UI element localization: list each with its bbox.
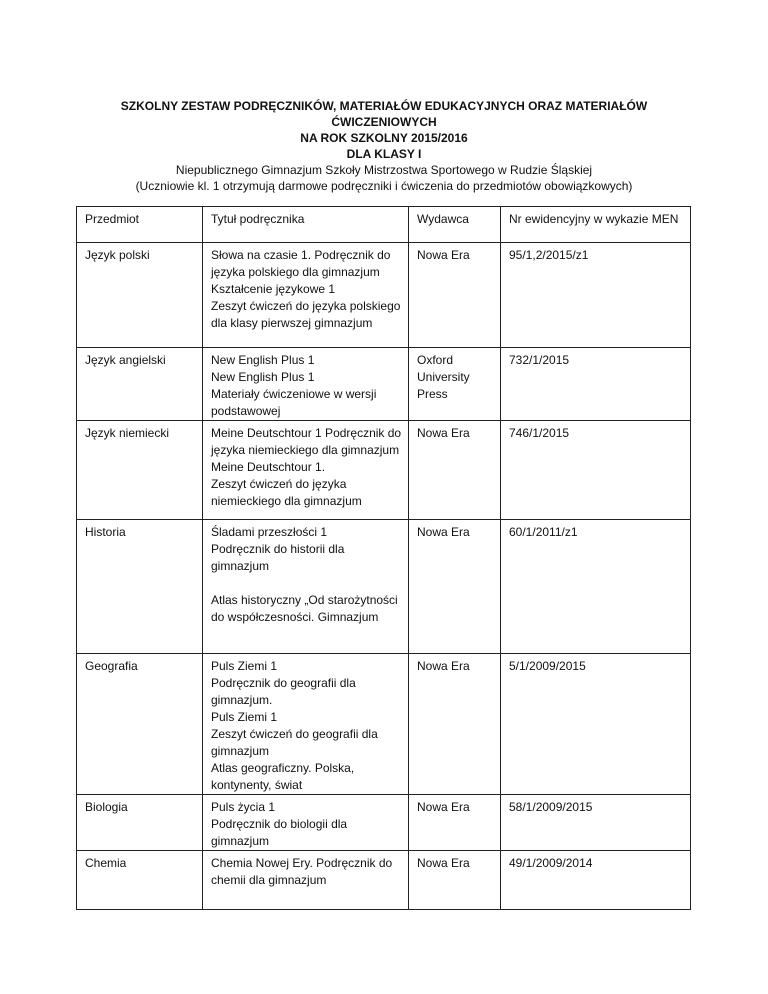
number-cell: 58/1/2009/2015: [501, 795, 691, 851]
book-title: Zeszyt ćwiczeń do języka niemieckiego dla gimnazjum: [211, 477, 362, 508]
number-cell: 746/1/2015: [501, 421, 691, 520]
number-cell: 5/1/2009/2015: [501, 654, 691, 795]
table-row: [77, 520, 691, 654]
book-title: New English Plus 1: [211, 353, 315, 367]
table-header-row: [77, 207, 691, 243]
title-cell: [203, 348, 409, 421]
book-title: Podręcznik do geografii dla gimnazjum.: [211, 676, 356, 707]
column-header-publisher: Wydawca: [409, 207, 501, 243]
column-header-number: Nr ewidencyjny w wykazie MEN: [501, 207, 691, 243]
column-header-title: Tytuł podręcznika: [203, 207, 409, 243]
subject-cell: Język angielski: [77, 348, 203, 421]
table-row: [77, 654, 691, 795]
publisher-cell: Nowa Era: [409, 243, 501, 348]
header-school-year: NA ROK SZKOLNY 2015/2016: [300, 131, 468, 145]
textbook-table: [76, 206, 691, 910]
number-cell: 60/1/2011/z1: [501, 520, 691, 654]
table-row: [77, 851, 691, 910]
document-header: [40, 98, 728, 194]
title-cell: [203, 520, 409, 654]
table-row: [77, 795, 691, 851]
number-cell: 732/1/2015: [501, 348, 691, 421]
publisher-cell: Nowa Era: [409, 795, 501, 851]
subject-cell: Biologia: [77, 795, 203, 851]
book-title: Puls Ziemi 1: [211, 710, 278, 724]
book-title: Meine Deutschtour 1 Podręcznik do języka niemieckiego dla gimnazjum: [211, 426, 402, 457]
book-title: Słowa na czasie 1. Podręcznik do języka polskiego dla gimnazjum: [211, 248, 391, 279]
header-title-line-1: SZKOLNY ZESTAW PODRĘCZNIKÓW, MATERIAŁÓW EDUKACYJNYCH ORAZ MATERIAŁÓW: [120, 99, 648, 113]
publisher-cell: Nowa Era: [409, 851, 501, 910]
subject-cell: Język niemiecki: [77, 421, 203, 520]
title-cell: [203, 243, 409, 348]
header-note: (Uczniowie kl. 1 otrzymują darmowe podręczniki i ćwiczenia do przedmiotów obowiązkowych): [135, 179, 633, 193]
header-school-name: Niepublicznego Gimnazjum Szkoły Mistrzostwa Sportowego w Rudzie Śląskiej: [175, 163, 593, 177]
spacer: [211, 575, 402, 592]
book-title: Śladami przeszłości 1: [211, 525, 328, 539]
number-cell: 49/1/2009/2014: [501, 851, 691, 910]
title-cell: [203, 654, 409, 795]
header-title-line-2: ĆWICZENIOWYCH: [331, 115, 437, 129]
book-title: Zeszyt ćwiczeń do geografii dla gimnazjum: [211, 727, 378, 758]
book-title: Podręcznik do historii dla gimnazjum: [211, 542, 345, 573]
column-header-subject: Przedmiot: [77, 207, 203, 243]
book-title: Meine Deutschtour 1.: [211, 460, 326, 474]
subject-cell: Chemia: [77, 851, 203, 910]
book-title: Materiały ćwiczeniowe w wersji podstawowej: [211, 387, 377, 418]
publisher-cell: Nowa Era: [409, 421, 501, 520]
publisher-cell: Nowa Era: [409, 654, 501, 795]
publisher-cell: Oxford University Press: [409, 348, 501, 421]
book-title: Podręcznik do biologii dla gimnazjum: [211, 817, 348, 848]
header-class: DLA KLASY I: [346, 147, 422, 161]
book-title: Atlas geograficzny. Polska, kontynenty, świat: [211, 761, 355, 792]
book-title: New English Plus 1: [211, 370, 315, 384]
book-title: Puls Ziemi 1: [211, 659, 278, 673]
number-cell: 95/1,2/2015/z1: [501, 243, 691, 348]
subject-cell: Historia: [77, 520, 203, 654]
title-cell: [203, 851, 409, 910]
book-title: Zeszyt ćwiczeń do języka polskiego dla klasy pierwszej gimnazjum: [211, 299, 401, 330]
title-cell: [203, 795, 409, 851]
publisher-cell: Nowa Era: [409, 520, 501, 654]
subject-cell: Język polski: [77, 243, 203, 348]
table-row: [77, 243, 691, 348]
table-row: [77, 421, 691, 520]
atlas-title: Atlas historyczny „Od starożytności do współczesności. Gimnazjum: [211, 593, 398, 624]
table-row: [77, 348, 691, 421]
book-title: Puls życia 1: [211, 800, 276, 814]
title-cell: [203, 421, 409, 520]
subject-cell: Geografia: [77, 654, 203, 795]
book-title: Chemia Nowej Ery. Podręcznik do chemii dla gimnazjum: [211, 856, 393, 887]
book-title: Kształcenie językowe 1: [211, 282, 336, 296]
